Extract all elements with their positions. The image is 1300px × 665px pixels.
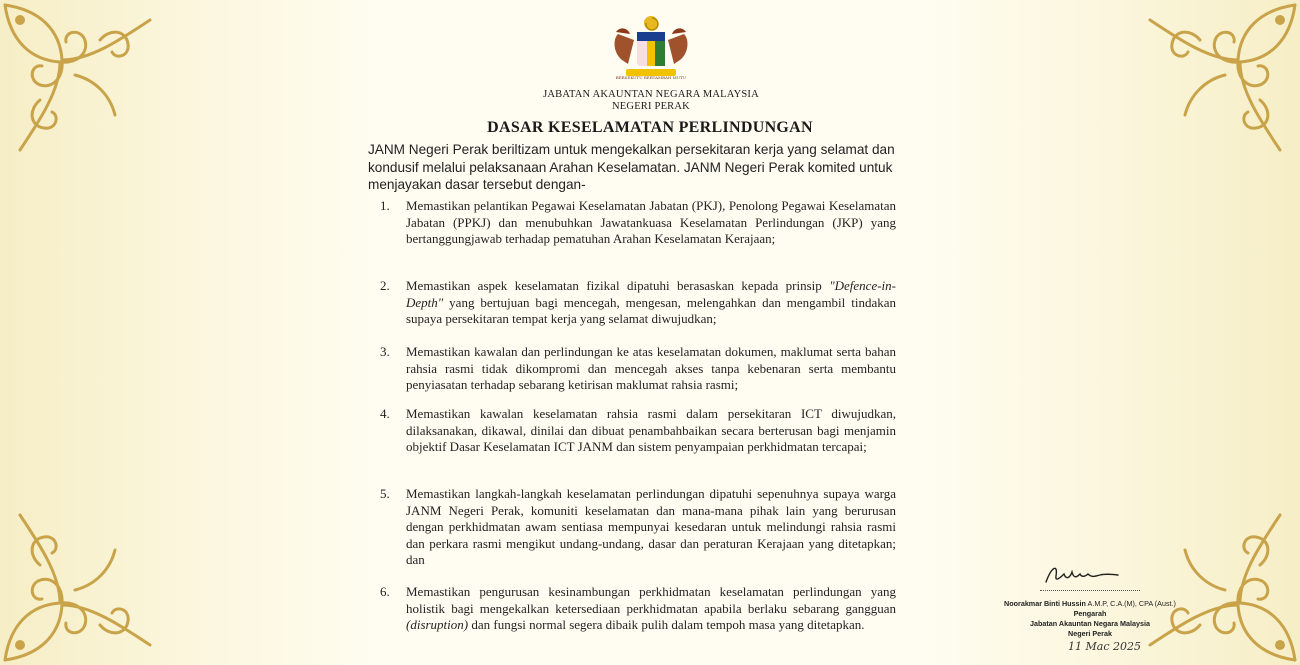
policy-item-2 bbox=[380, 278, 896, 328]
item-text: Memastikan pengurusan kesinambungan perkhidmatan keselamatan perlindungan yang holistik bagi mengekalkan ketersediaan perkhidmatan apabila berlaku sebarang gangguan (disruption) dan fungsi normal segera dibaik pulih dalam tempoh masa yang ditetapkan. bbox=[406, 584, 896, 633]
intro-line: kondusif melalui pelaksanaan Arahan Keselamatan. JANM Negeri Perak komited untuk bbox=[368, 159, 893, 175]
signatory-block bbox=[990, 599, 1190, 639]
item-number: 2. bbox=[380, 278, 390, 293]
signatory-position: Pengarah bbox=[1073, 609, 1107, 618]
coat-of-arms-icon bbox=[606, 14, 696, 82]
item-number: 1. bbox=[380, 198, 390, 213]
ornament-corner-icon bbox=[0, 505, 160, 665]
signatory-state: Negeri Perak bbox=[1068, 629, 1112, 638]
policy-item-3 bbox=[380, 344, 896, 394]
ornament-corner-icon bbox=[1140, 505, 1300, 665]
ornament-corner-icon bbox=[0, 0, 160, 160]
signatory-name: Noorakmar Binti Hussin bbox=[1004, 599, 1086, 608]
item-number: 6. bbox=[380, 584, 390, 599]
item-number: 5. bbox=[380, 486, 390, 501]
org-line-2: NEGERI PERAK bbox=[612, 101, 690, 112]
signature-line bbox=[1040, 590, 1140, 591]
item-text: Memastikan aspek keselamatan fizikal dipatuhi berasaskan kepada prinsip "Defence-in-Depth" yang bertujuan bagi mencegah, mengesan, melengahkan dan mengambil tindakan supaya persekitaran tempat kerja yang selamat diwujudkan; bbox=[406, 278, 896, 327]
crest-motto: BERSEKUTU BERTAMBAH MUTU bbox=[615, 75, 687, 80]
item-text: Memastikan kawalan keselamatan rahsia rasmi dalam persekitaran ICT diwujudkan, dilaksanakan, dikawal, dinilai dan dibuat penambahbaikan secara berterusan bagi menjamin objektif Dasar Keselamatan ICT JANM dan sistem penyampaian perkhidmatan tercapai; bbox=[406, 406, 896, 455]
item-number: 4. bbox=[380, 406, 390, 421]
signatory-dept: Jabatan Akauntan Negara Malaysia bbox=[1030, 619, 1150, 628]
signature-date: 11 Mac 2025 bbox=[1068, 640, 1141, 653]
signatory-postnominals: A.M.P, C.A.(M), CPA (Aust.) bbox=[1087, 599, 1176, 608]
policy-item-4 bbox=[380, 406, 896, 456]
ornament-corner-icon bbox=[1140, 0, 1300, 160]
intro-line: menjayakan dasar tersebut dengan- bbox=[368, 177, 586, 192]
policy-item-1 bbox=[380, 198, 896, 248]
item-text: Memastikan langkah-langkah keselamatan perlindungan dipatuhi sepenuhnya supaya warga JANM Negeri Perak, komuniti keselamatan dan mana-mana pihak lain yang berurusan dengan perkhidmatan awam sentiasa mempunyai kesedaran untuk melindungi rahsia rasmi dan perkara rasmi mengikut undang-undang, dasar dan peraturan Kerajaan yang ditetapkan; dan bbox=[406, 486, 896, 568]
intro-line: JANM Negeri Perak beriltizam untuk mengekalkan persekitaran kerja yang selamat dan bbox=[368, 142, 895, 157]
item-text: Memastikan kawalan dan perlindungan ke atas keselamatan dokumen, maklumat serta bahan rahsia rasmi tidak dikompromi dan mencegah akses tanpa kebenaran serta membantu penyiasatan terhadap sebarang ketirisan maklumat rahsia rasmi; bbox=[406, 344, 896, 393]
signature-icon bbox=[1040, 562, 1130, 588]
org-line-1: JABATAN AKAUNTAN NEGARA MALAYSIA bbox=[543, 89, 759, 100]
page-title: DASAR KESELAMATAN PERLINDUNGAN bbox=[487, 119, 813, 136]
intro-paragraph bbox=[368, 141, 924, 194]
item-text: Memastikan pelantikan Pegawai Keselamatan Jabatan (PKJ), Penolong Pegawai Keselamatan Jabatan (PPKJ) dan menubuhkan Jawatankuasa Keselamatan Perlindungan (JKP) yang bertanggungjawab terhadap pematuhan Arahan Keselamatan Kerajaan; bbox=[406, 198, 896, 247]
policy-item-5 bbox=[380, 486, 896, 569]
item-number: 3. bbox=[380, 344, 390, 359]
organization-name bbox=[500, 89, 802, 113]
policy-item-6 bbox=[380, 584, 896, 634]
